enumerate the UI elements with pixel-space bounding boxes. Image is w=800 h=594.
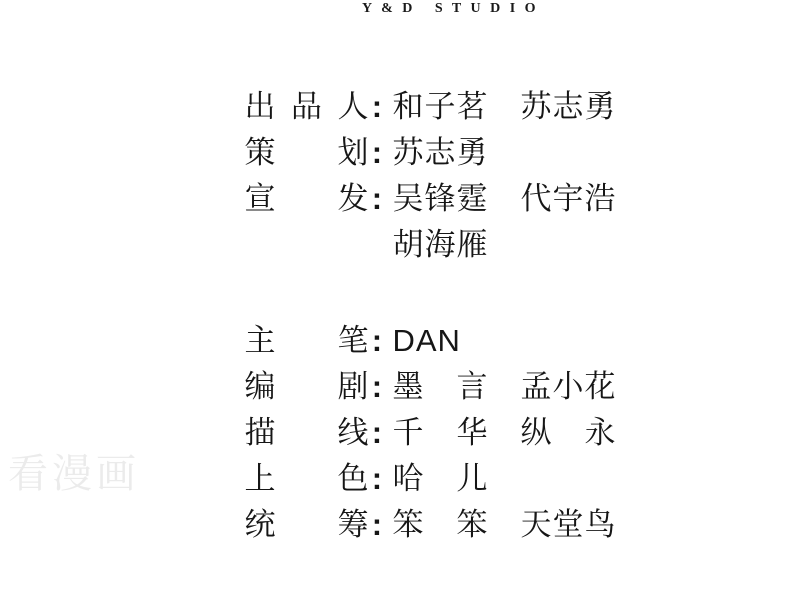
credits-block-top	[210, 38, 617, 262]
credit-names: 千 华 纵 永	[392, 415, 617, 450]
credit-colon: :	[371, 369, 383, 404]
credit-role-label: 描线	[244, 415, 369, 450]
credit-colon: :	[371, 181, 383, 216]
credit-role-label: 上色	[244, 461, 369, 496]
credit-colon: :	[371, 415, 383, 450]
credit-role-label: 主笔	[244, 323, 369, 358]
credits-block-bottom	[210, 272, 617, 542]
credit-role-label: 出品人	[244, 89, 369, 124]
credit-names: 哈 儿	[392, 461, 489, 496]
credit-row-producer	[210, 38, 617, 124]
credit-colon: :	[371, 507, 383, 542]
credit-row-lead-artist	[210, 272, 616, 358]
credit-names: 墨 言 孟小花	[392, 369, 617, 404]
credit-names: 笨 笨 天堂鸟	[392, 507, 617, 542]
reader-app-watermark: 看漫画	[8, 452, 140, 496]
studio-name: Y & D S T U D I O	[362, 1, 539, 16]
credit-role-label: 宣发	[244, 181, 369, 216]
credit-colon: :	[371, 135, 383, 170]
credit-names: 和子茗 苏志勇	[392, 89, 617, 124]
credit-role-label: 策划	[244, 135, 369, 170]
credit-colon: :	[371, 323, 383, 358]
credit-names: 胡海雁	[392, 227, 489, 262]
credit-role-label: 编剧	[244, 369, 369, 404]
credit-names: 吴锋霆 代宇浩	[392, 181, 617, 216]
credit-colon: :	[371, 461, 383, 496]
credit-names: DAN	[392, 323, 461, 358]
credit-role-label: 统筹	[244, 507, 369, 542]
credit-colon: :	[371, 89, 383, 124]
credit-names: 苏志勇	[392, 135, 489, 170]
